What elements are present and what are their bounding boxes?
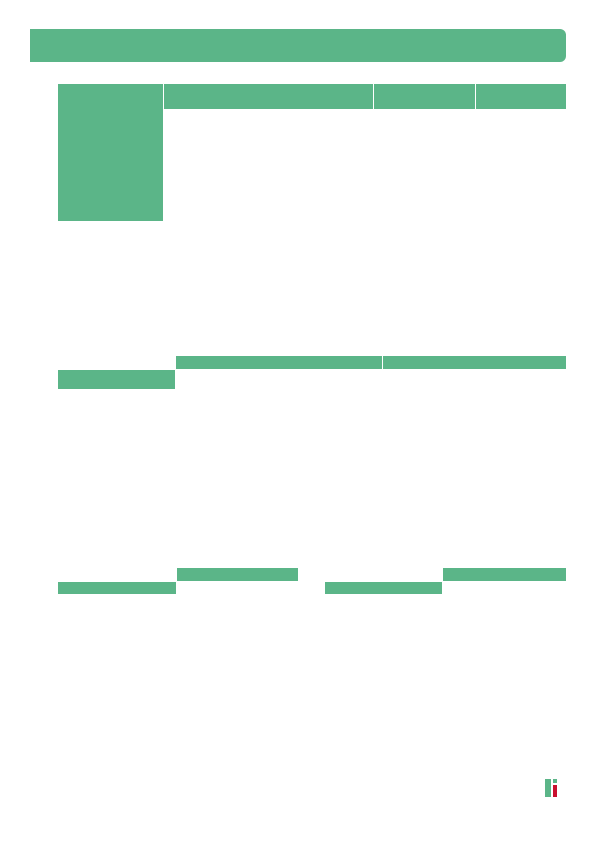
page-header-banner <box>30 29 566 62</box>
table-corner <box>58 582 177 595</box>
group-rente <box>383 356 567 370</box>
table-fondsrente-left <box>57 567 299 595</box>
interrisk-logo <box>452 776 568 818</box>
table-corner <box>58 370 176 390</box>
table-blank-corner <box>58 568 177 582</box>
table-risk-bu <box>57 83 567 222</box>
table-fondsrente-right <box>324 567 567 595</box>
group-risiko <box>164 84 374 110</box>
table-blank-corner <box>325 568 443 582</box>
table-corner <box>325 582 443 595</box>
table-blank-corner <box>58 356 176 370</box>
table-corner <box>58 84 164 222</box>
table-sterbegeld-rente <box>57 355 567 390</box>
group-krevita <box>476 84 567 110</box>
group-fondsgebundene-rente <box>177 568 299 582</box>
logo-mark-icon <box>544 778 564 798</box>
group-sterbegeld <box>176 356 383 370</box>
group-fondsgebundene-rente <box>443 568 567 582</box>
group-berufsunfaehigkeit <box>374 84 476 110</box>
